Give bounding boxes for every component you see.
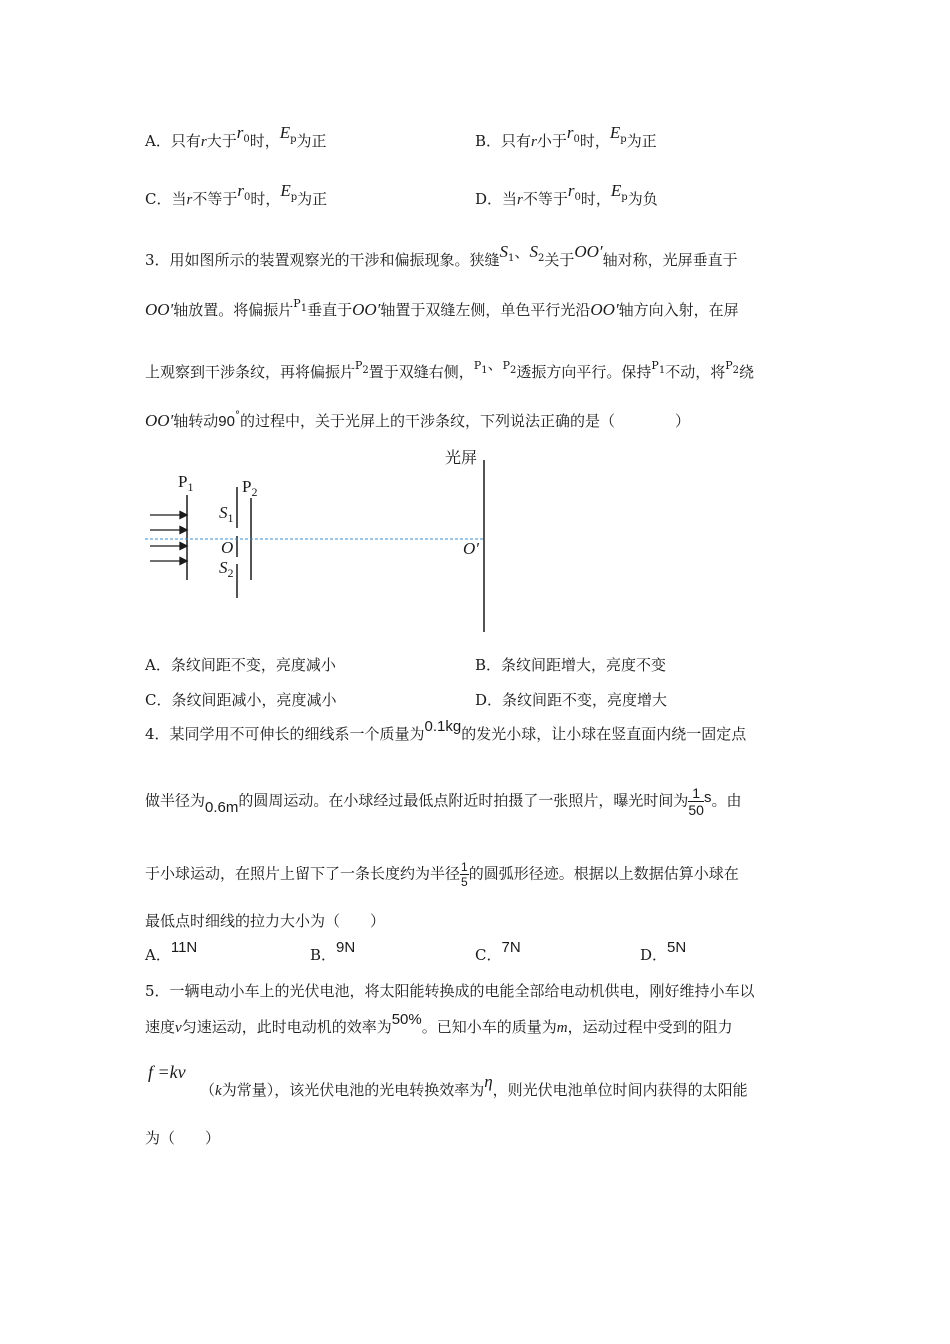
q4-option-b: B．9N — [310, 939, 356, 964]
q3-option-c: C．条纹间距减小，亮度减小 — [145, 691, 337, 709]
q4-option-d: D．5N — [640, 939, 687, 964]
q4-option-a: A．11N — [145, 939, 198, 964]
q2-option-b: B．只有r小于$r_0$时，$E_p$为正 — [475, 123, 657, 150]
q3-option-b: B．条纹间距增大，亮度不变 — [475, 656, 667, 674]
o-prime-label: O′ — [463, 539, 479, 558]
q3-line-3: 上观察到干涉条纹，再将偏振片$^{P2}$置于双缝右侧，$^{P1}$、$^{P2}$透振方向平行。保持$^{P1}$不动，将$^{P2}$绕 — [145, 355, 754, 381]
q4-option-c: C．7N — [475, 939, 521, 964]
s2-label: $S_2$ — [219, 558, 234, 580]
radius-fraction: $\frac{1}{5}$ — [461, 860, 468, 889]
exposure-time-fraction: $\frac{1}{50}$ — [688, 785, 704, 818]
q5-line-2: 速度v匀速运动，此时电动机的效率为50%。已知小车的质量为m，运动过程中受到的阻力 — [145, 1011, 733, 1036]
q2-option-c: C．当r不等于$r_0$时，$E_p$为正 — [145, 181, 328, 208]
q4-line-1: 4．某同学用不可伸长的细线系一个质量为0.1kg的发光小球，让小球在竖直面内绕一固定点 — [145, 718, 747, 743]
q2-option-d: D．当r不等于$r_0$时，$E_p$为负 — [475, 181, 658, 208]
q3-line-2: OO′轴放置。将偏振片$^{P1}$垂直于OO′轴置于双缝左侧，单色平行光沿OO′轴方向入射，在屏 — [145, 297, 739, 319]
q3-option-d: D．条纹间距不变，亮度增大 — [475, 691, 668, 709]
q4-line-2: 做半径为0.6m的圆周运动。在小球经过最低点附近时拍摄了一张照片，曝光时间为 $\frac{1}{50}$ s。由 — [145, 785, 742, 818]
q2-option-a: A．只有r大于$r_0$时，$E_p$为正 — [145, 123, 327, 150]
o-label: O — [221, 538, 234, 557]
q5-line-3: （k为常量），该光伏电池的光电转换效率为η，则光伏电池单位时间内获得的太阳能 — [200, 1072, 748, 1099]
q3-line-4: OO′轴转动90°的过程中，关于光屏上的干涉条纹，下列说法正确的是（ ） — [145, 410, 690, 430]
p1-label: $P_1$ — [178, 472, 194, 494]
q5-formula: f =kv — [148, 1062, 186, 1082]
q5-line-1: 5．一辆电动小车上的光伏电池，将太阳能转换成的电能全部给电动机供电，刚好维持小车以 — [145, 982, 755, 1000]
screen-label: 光屏 — [445, 450, 478, 467]
s1-label: $S_1$ — [219, 503, 234, 525]
q3-line-1: 3．用如图所示的装置观察光的干涉和偏振现象。狭缝$S_1$、$S_2$关于OO′轴对称，光屏垂直于 — [145, 242, 738, 269]
incident-light-arrows — [150, 512, 187, 565]
q4-line-4: 最低点时细线的拉力大小为（ ） — [145, 912, 386, 930]
q4-line-3: 于小球运动，在照片上留下了一条长度约为半径 $\frac{1}{5}$ 的圆弧形径迹。根据以上数据估算小球在 — [145, 860, 739, 889]
q5-line-4: 为（ ） — [145, 1129, 221, 1147]
p2-label: $P_2$ — [242, 477, 258, 499]
q3-option-a: A．条纹间距不变，亮度减小 — [145, 656, 336, 674]
interference-apparatus-diagram — [140, 440, 510, 640]
